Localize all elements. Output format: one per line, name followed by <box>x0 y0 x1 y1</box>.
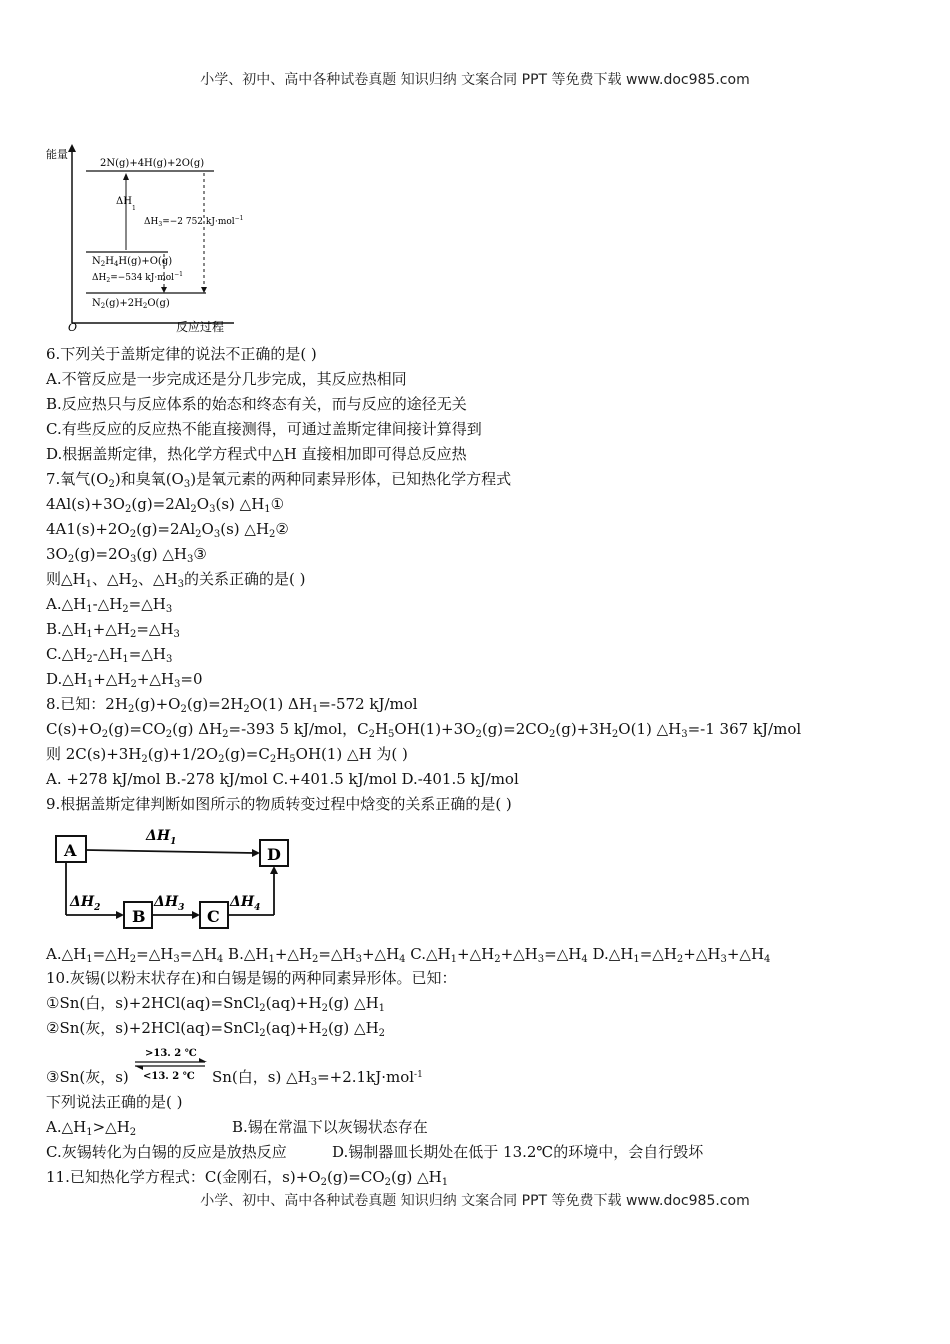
q8-options: A. +278 kJ/mol B.-278 kJ/mol C.+401.5 kJ/mol D.-401.5 kJ/mol <box>46 770 519 788</box>
q7-option-d: $D.\triangle H_1+\triangle H_2+\triangle H_3=0$ <box>46 670 203 690</box>
box-b-label: B <box>132 907 146 926</box>
box-a-label: A <box>64 841 77 860</box>
equilibrium-condition <box>133 1046 209 1086</box>
box-d-label: D <box>267 845 281 864</box>
y-axis-arrow <box>68 144 76 152</box>
q10-option-d: D.锡制器皿长期处在低于 13.2℃的环境中，会自行毁坏 <box>332 1143 704 1161</box>
q10-reaction-3-left: ③Sn(灰，s) <box>46 1068 129 1086</box>
top-level-label: 2N(g)+4H(g)+2O(g) <box>100 158 205 169</box>
q10-question: 下列说法正确的是( ) <box>46 1093 183 1111</box>
y-axis-label: 能量 <box>46 148 68 161</box>
dh3-label: $\Delta H_3=-2$ 752 kJ·mol$^{-1}$ <box>144 215 244 228</box>
dh2-label: $\Delta H_2=-534$ kJ·mol$^{-1}$ <box>92 271 183 284</box>
arrow-a-to-d <box>86 850 254 853</box>
page-header: 小学、初中、高中各种试卷真题 知识归纳 文案合同 PPT 等免费下载 www.doc985.com <box>200 72 750 88</box>
x-axis-label: 反应过程 <box>176 320 225 334</box>
energy-level-diagram <box>44 140 284 335</box>
q10-reaction-3-right: Sn(白，s) $\triangle H_3=+2.1kJ\cdot mol^{-1}$ <box>212 1068 423 1088</box>
box-c-label: C <box>207 907 220 926</box>
dh1-label: $\Delta H_1$ <box>116 196 136 212</box>
condition-below: <13. 2 ℃ <box>143 1071 195 1082</box>
q7-option-c: $C.\triangle H_2-\triangle H_1=\triangle H_3$ <box>46 645 173 665</box>
q7-option-b: $B.\triangle H_1+\triangle H_2=\triangle H_3$ <box>46 620 180 640</box>
q6-option-c: C.有些反应的反应热不能直接测得，可通过盖斯定律间接计算得到 <box>46 420 482 438</box>
q9-options: $A.\triangle H_1=\triangle H_2=\triangle H_3=\triangle H_4$ $B.\triangle H_1+\triangle H_2=\triangle H_3+\triangle H_4$ $C.\triangle H_1+\triangle H_2+\triangle H_3=\triangle H_4$ $D.\triangle H_1=\triangle H_2+\triangle H_3+\triangle H_4$ <box>46 945 771 965</box>
q11-stem: 11.已知热化学方程式：C(金刚石，$s)+O_2(g)=CO_2(g)$ $\triangle H_1$ <box>46 1168 449 1188</box>
middle-level-label: $N_2H_4H(g)+O(g)$ <box>92 256 173 268</box>
q7-option-a: $A.\triangle H_1-\triangle H_2=\triangle H_3$ <box>46 595 173 615</box>
q8-given-1: 8.已知：$2H_2(g)+O_2(g)=2H_2O(1)$ $\Delta H_1=-572$ kJ/mol <box>46 695 418 715</box>
q10-option-a: $A.\triangle H_1>\triangle H_2$ <box>46 1118 137 1138</box>
dh2-label: $\Delta H_2$ <box>70 894 101 913</box>
q7-eq2: $4A1(s)+2O_2(g)=2Al_2O_3(s)$ $\triangle H_2②$ <box>46 520 289 540</box>
bottom-level-label: $N_2(g)+2H_2O(g)$ <box>92 298 170 310</box>
dh4-label: $\Delta H_4$ <box>230 894 261 913</box>
q7-eq3: $3O_2(g)=2O_3(g)$ $\triangle H_3③$ <box>46 545 207 565</box>
condition-above: >13. 2 ℃ <box>145 1048 197 1059</box>
q6-stem: 6.下列关于盖斯定律的说法不正确的是( ) <box>46 345 317 363</box>
q10-stem: 10.灰锡(以粉末状存在)和白锡是锡的两种同素异形体。已知： <box>46 969 457 987</box>
hess-path-diagram <box>46 822 296 932</box>
dh1-label: $\Delta H_1$ <box>146 828 177 847</box>
q6-option-b: B.反应热只与反应体系的始态和终态有关，而与反应的途径无关 <box>46 395 467 413</box>
q7-question: 则$\triangle H_1$、$\triangle H_2$、$\triangle H_3$的关系正确的是( ) <box>46 570 306 590</box>
origin-label: O <box>68 321 78 334</box>
page-footer: 小学、初中、高中各种试卷真题 知识归纳 文案合同 PPT 等免费下载 www.doc985.com <box>200 1193 750 1209</box>
dh3-label: $\Delta H_3$ <box>154 894 185 913</box>
q10-reaction-1: ①Sn(白，$s)+2HCl(aq)=SnCl_2(aq)+H_2(g)$ $\triangle H_1$ <box>46 994 386 1014</box>
q10-option-b: B.锡在常温下以灰锡状态存在 <box>232 1118 428 1136</box>
q7-eq1: $4Al(s)+3O_2(g)=2Al_2O_3(s)$ $\triangle H_1①$ <box>46 495 285 515</box>
q10-reaction-2: ②Sn(灰，$s)+2HCl(aq)=SnCl_2(aq)+H_2(g)$ $\triangle H_2$ <box>46 1019 386 1039</box>
q9-stem: 9.根据盖斯定律判断如图所示的物质转变过程中焓变的关系正确的是( ) <box>46 795 512 813</box>
q6-option-d: D.根据盖斯定律，热化学方程式中△H 直接相加即可得总反应热 <box>46 445 467 463</box>
q8-question: 则 $2C(s)+3H_2(g)+1/2O_2(g)=C_2H_5OH(1)$ △H 为( ) <box>46 745 408 765</box>
q8-given-2: $C(s)+O_2(g)=CO_2(g)$ $\Delta H_2=-393$ 5 kJ/mol，$C_2H_5OH(1)+3O_2(g)=2CO_2(g)+3H_2O(1)$ $\triangle H_3=-1$ 367 kJ/mol <box>46 720 802 740</box>
q10-option-c: C.灰锡转化为白锡的反应是放热反应 <box>46 1143 287 1161</box>
q6-option-a: A.不管反应是一步完成还是分几步完成，其反应热相同 <box>46 370 407 388</box>
q7-stem: 7.氧气$(O_2)$和臭氧$(O_3)$是氧元素的两种同素异形体，已知热化学方程式 <box>46 470 512 490</box>
